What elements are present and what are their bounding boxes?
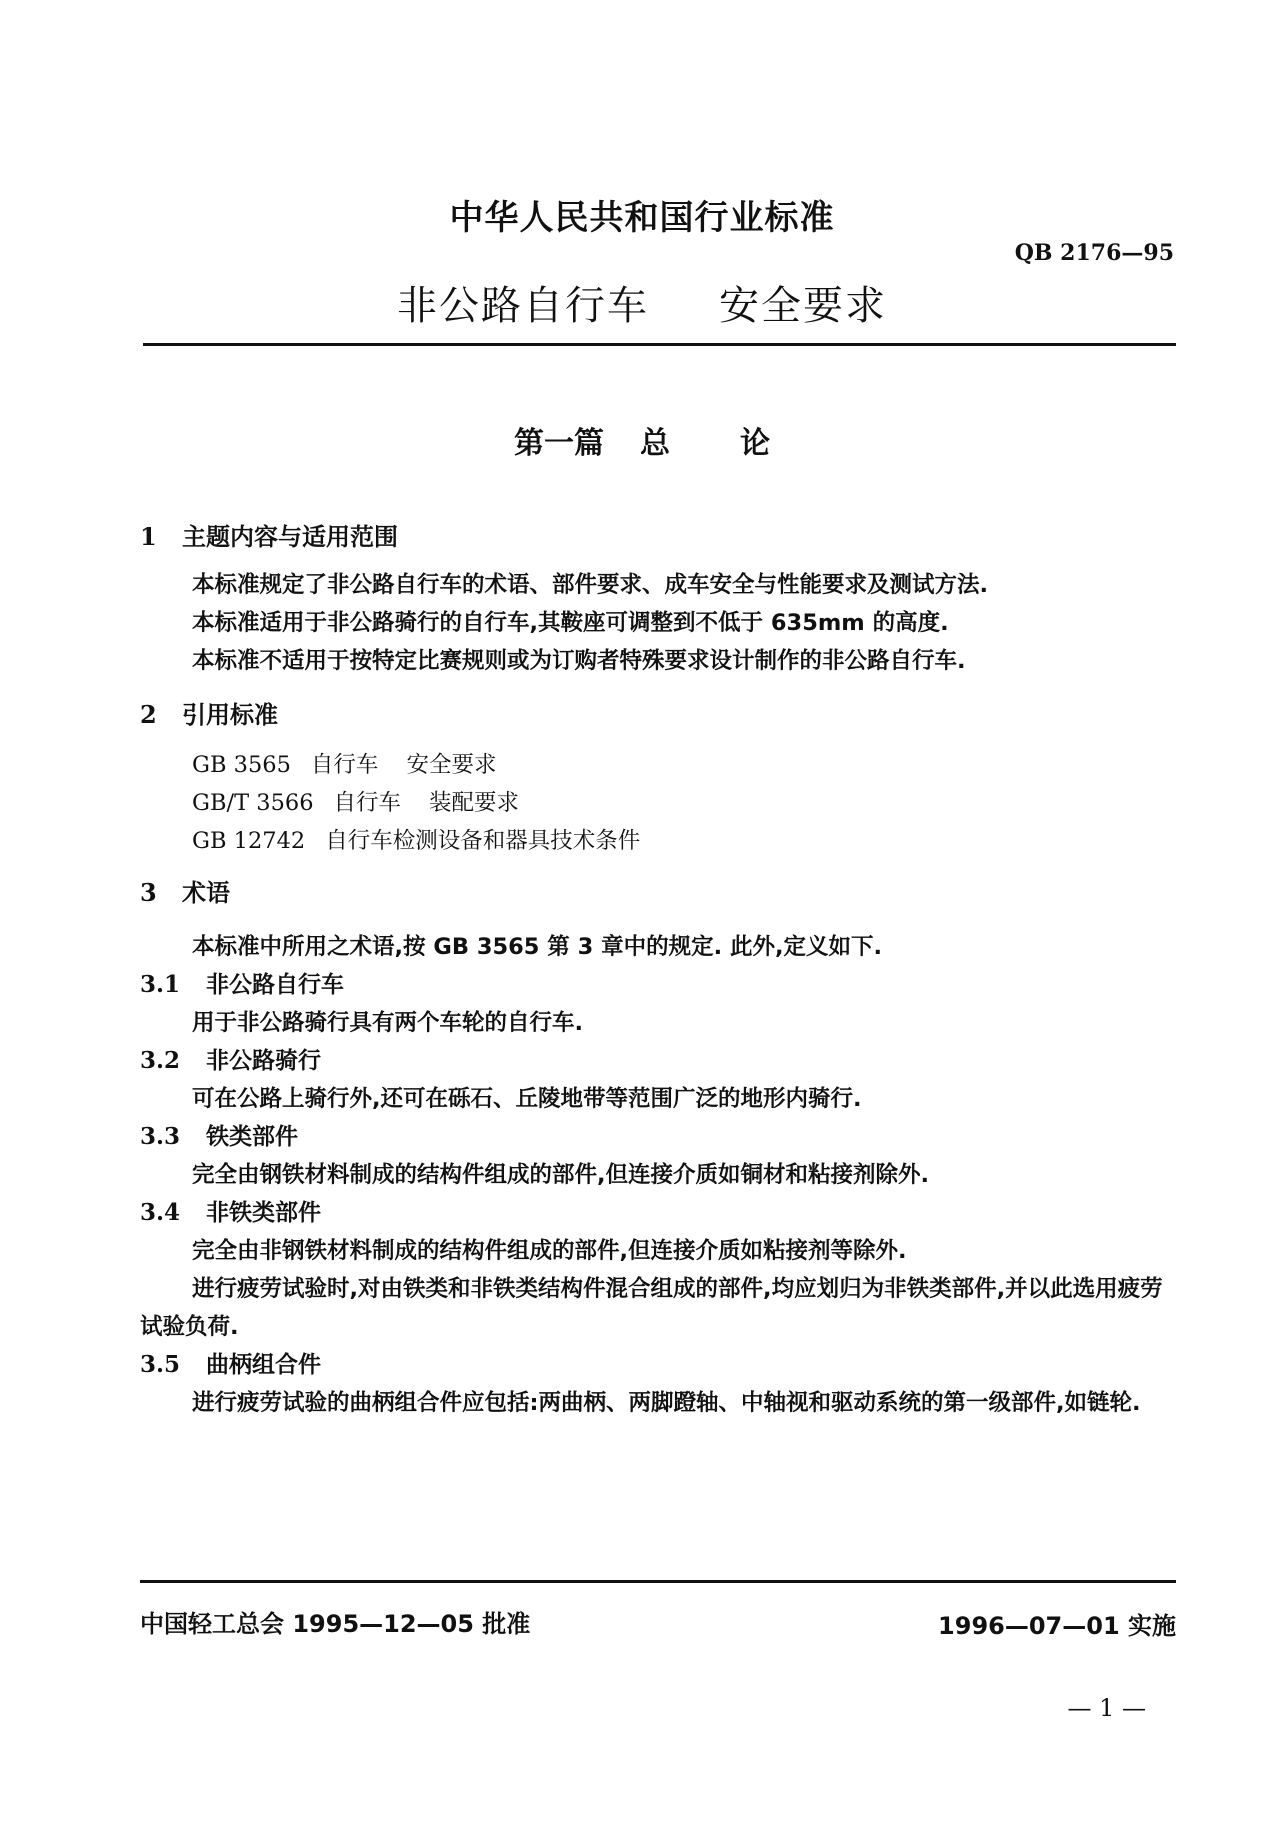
document-title-part1: 非公路自行车 xyxy=(397,283,649,329)
paragraph: 可在公路上骑行外,还可在砾石、丘陵地带等范围广泛的地形内骑行. xyxy=(192,1086,862,1112)
section-number: 3 xyxy=(140,878,157,907)
section-number: 2 xyxy=(140,700,157,729)
subsection-heading xyxy=(140,1042,1180,1080)
part-heading xyxy=(0,418,1284,462)
page-number: — 1 — xyxy=(1067,1694,1146,1722)
reference-row xyxy=(140,746,1180,784)
subsection-3-1 xyxy=(140,966,1180,1042)
reference-desc: 安全要求 xyxy=(406,752,497,778)
section-heading xyxy=(140,876,1180,910)
part-word-2: 论 xyxy=(740,426,770,461)
subsection-3-4 xyxy=(140,1194,1180,1346)
section-1 xyxy=(140,520,1180,680)
subsection-number: 3.1 xyxy=(140,971,181,998)
subsection-heading xyxy=(140,1118,1180,1156)
paragraph: 完全由钢铁材料制成的结构件组成的部件,但连接介质如铜材和粘接剂除外. xyxy=(192,1162,930,1188)
document-title xyxy=(0,274,1284,331)
section-2 xyxy=(140,698,1180,860)
reference-name: 自行车 xyxy=(333,790,402,816)
section-heading xyxy=(140,698,1180,732)
reference-code: GB 3565 xyxy=(192,752,291,778)
paragraph: 完全由非钢铁材料制成的结构件组成的部件,但连接介质如粘接剂等除外. xyxy=(192,1238,907,1264)
subsection-title: 非公路自行车 xyxy=(206,972,344,998)
subsection-number: 3.4 xyxy=(140,1199,181,1226)
paragraph: 进行疲劳试验的曲柄组合件应包括:两曲柄、两脚蹬轴、中轴视和驱动系统的第一级部件,如链轮. xyxy=(192,1390,1141,1416)
subsection-3-5 xyxy=(140,1346,1180,1422)
header-divider xyxy=(143,343,1176,346)
subsection-title: 铁类部件 xyxy=(206,1124,298,1150)
section-heading xyxy=(140,520,1180,554)
approval-line: 中国轻工总会 1995—12—05 批准 xyxy=(140,1610,531,1638)
paragraph: 本标准不适用于按特定比赛规则或为订购者特殊要求设计制作的非公路自行车. xyxy=(192,648,966,674)
section-title: 主题内容与适用范围 xyxy=(182,523,398,551)
subsection-title: 非公路骑行 xyxy=(206,1048,321,1074)
subsection-heading xyxy=(140,1194,1180,1232)
paragraph: 本标准规定了非公路自行车的术语、部件要求、成车安全与性能要求及测试方法. xyxy=(192,572,989,598)
document-body xyxy=(140,520,1180,1422)
section-intro: 本标准中所用之术语,按 GB 3565 第 3 章中的规定. 此外,定义如下. xyxy=(192,934,883,960)
subsection-heading xyxy=(140,966,1180,1004)
subsection-number: 3.5 xyxy=(140,1351,181,1378)
reference-desc: 装配要求 xyxy=(429,790,520,816)
part-word-1: 总 xyxy=(640,426,670,461)
section-3 xyxy=(140,876,1180,1422)
footer-divider xyxy=(140,1580,1176,1583)
reference-row xyxy=(140,822,1180,860)
reference-code: GB 12742 xyxy=(192,828,306,854)
subsection-number: 3.3 xyxy=(140,1123,181,1150)
subsection-3-3 xyxy=(140,1118,1180,1194)
subsection-title: 曲柄组合件 xyxy=(206,1352,321,1378)
subsection-number: 3.2 xyxy=(140,1047,181,1074)
effective-date-line: 1996—07—01 实施 xyxy=(938,1612,1176,1640)
issuing-authority-title: 中华人民共和国行业标准 xyxy=(449,198,835,238)
section-title: 引用标准 xyxy=(182,701,278,729)
reference-name: 自行车 xyxy=(310,752,379,778)
document-title-part2: 安全要求 xyxy=(719,283,887,329)
standard-code: QB 2176—95 xyxy=(1014,240,1174,266)
paragraph: 进行疲劳试验时,对由铁类和非铁类结构件混合组成的部件,均应划归为非铁类部件,并以此选用疲劳试验负荷. xyxy=(140,1276,1163,1340)
reference-name: 自行车检测设备和器具技术条件 xyxy=(325,828,641,854)
subsection-heading xyxy=(140,1346,1180,1384)
paragraph: 用于非公路骑行具有两个车轮的自行车. xyxy=(192,1010,584,1036)
reference-row xyxy=(140,784,1180,822)
part-label: 第一篇 xyxy=(514,426,604,461)
paragraph: 本标准适用于非公路骑行的自行车,其鞍座可调整到不低于 635mm 的高度. xyxy=(192,610,949,636)
reference-code: GB/T 3566 xyxy=(192,790,314,816)
section-title: 术语 xyxy=(182,879,230,907)
subsection-title: 非铁类部件 xyxy=(206,1200,321,1226)
section-number: 1 xyxy=(140,522,157,551)
subsection-3-2 xyxy=(140,1042,1180,1118)
